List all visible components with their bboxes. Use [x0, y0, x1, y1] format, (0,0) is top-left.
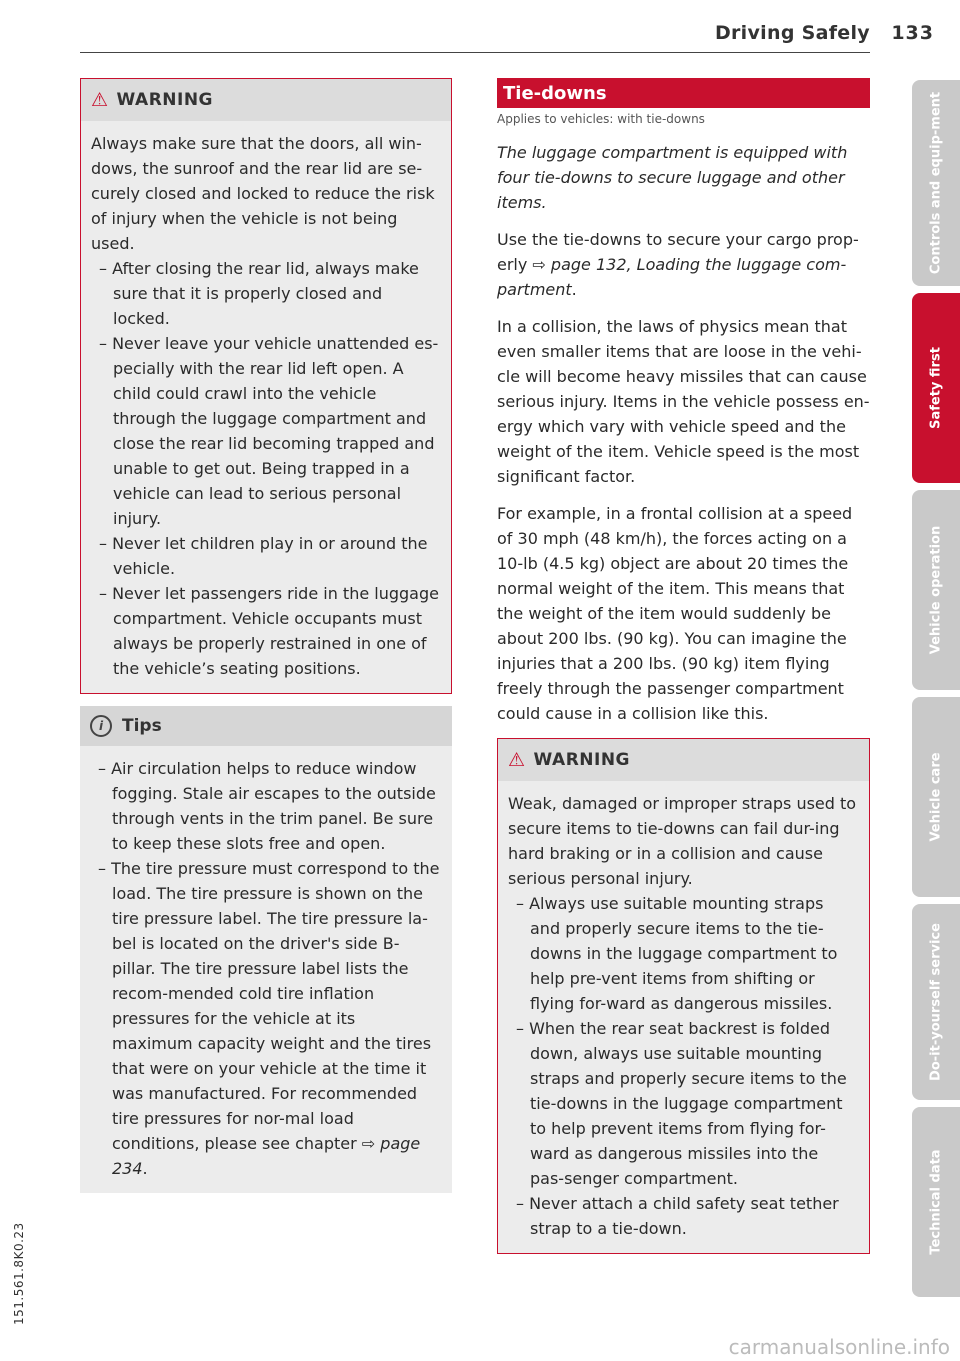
warning-body [81, 121, 451, 693]
side-tab-operation[interactable] [912, 490, 960, 690]
warning-body [498, 781, 869, 1253]
side-tab-care[interactable] [912, 697, 960, 897]
warning-box-left [80, 78, 452, 694]
right-column [497, 78, 870, 1254]
warning-header [81, 79, 451, 121]
warning-item: – Never leave your vehicle unattended es-pecially with the rear lid left open. A child could crawl into the vehicle through the luggage compartment and close the rear lid becoming trapped and unable to get out. Being trapped in a vehicle can lead to serious personal injury. [99, 334, 439, 528]
warning-list [508, 891, 857, 1241]
side-tab-label: Vehicle operation [928, 525, 944, 655]
warning-box-right [497, 738, 870, 1254]
page-ref-link[interactable]: ⇨ page 234 [112, 1134, 421, 1178]
running-header-title: Driving Safely [714, 22, 870, 44]
section-intro: The luggage compartment is equipped with four tie-downs to secure luggage and other items. [497, 143, 848, 212]
warning-title: WARNING [533, 750, 631, 770]
warning-title: WARNING [116, 90, 214, 110]
side-tab-diy[interactable] [912, 904, 960, 1100]
warning-item: – Never let passengers ride in the luggage compartment. Vehicle occupants must always be properly restrained in one of the vehicle’s seating positions. [99, 584, 439, 678]
tips-list [90, 756, 440, 1181]
warning-item: – After closing the rear lid, always make sure that it is properly closed and locked. [99, 259, 419, 328]
tips-box [80, 706, 452, 1193]
warning-item: – Never let children play in or around the vehicle. [99, 534, 428, 578]
warning-item: – Always use suitable mounting straps and properly secure items to the tie-downs in the luggage compartment to help pre-vent items from shifting or flying for-ward as dangerous missiles. [516, 894, 838, 1013]
page-number: 133 [891, 22, 934, 44]
side-tab-label: Controls and equip-ment [928, 91, 944, 275]
warning-header [498, 739, 869, 781]
tips-item-text: – The tire pressure must correspond to the load. The tire pressure is shown on the tire pressure label. The tire pressure la-bel is located on the driver's side B-pillar. The tire pressure label lists the recom-mended cold tire inflation pressures for the vehicle at its maximum capacity weight and the tires that were on your vehicle at the time it was manufactured. For recommended tire pressures for nor-mal load conditions, please see chapter [98, 859, 440, 1153]
left-column [80, 78, 452, 1193]
paragraph-end: . [571, 280, 577, 299]
tips-header [80, 706, 452, 746]
tips-item [90, 856, 440, 1181]
body-paragraph: For example, in a frontal collision at a speed of 30 mph (48 km/h), the forces acting on a 10-lb (4.5 kg) object are about 20 times the normal weight of the item. This means that the weight of the item would suddenly be about 200 lbs. (90 kg). You can imagine the injuries that a 200 lbs. (90 kg) item flying freely through the passenger compartment could cause in a collision like this. [497, 504, 853, 723]
warning-intro: Always make sure that the doors, all win-dows, the sunroof and the rear lid are se-curely closed and locked to reduce the risk of injury when the vehicle is not being used. [91, 134, 435, 253]
warning-intro: Weak, damaged or improper straps used to secure items to tie-downs can fail dur-ing hard braking or in a collision and cause serious personal injury. [508, 794, 857, 888]
page-ref-link[interactable]: ⇨ page 132, Loading the luggage com-partment [497, 255, 847, 299]
side-tab-label: Do-it-yourself service [928, 923, 944, 1081]
info-icon: i [90, 715, 112, 737]
tips-title: Tips [122, 716, 162, 736]
margin-code: 151.561.8K0.23 [12, 1222, 26, 1325]
warning-triangle-icon: ⚠ [508, 749, 526, 771]
applies-note: Applies to vehicles: with tie-downs [497, 112, 705, 126]
body-paragraph [497, 227, 870, 302]
header-rule [80, 52, 870, 53]
warning-list [91, 256, 439, 681]
paragraph-text: Use the tie-downs to secure your cargo prop-erly [497, 230, 859, 274]
warning-item: – When the rear seat backrest is folded down, always use suitable mounting straps and properly secure items to the tie-downs in the luggage compartment to help prevent items from flying for-ward as dangerous missiles into the pas-senger compartment. [516, 1019, 847, 1188]
tips-item-end: . [142, 1159, 148, 1178]
section-title: Tie-downs [497, 78, 870, 108]
side-tab-label: Vehicle care [928, 752, 944, 842]
side-tab-controls[interactable] [912, 80, 960, 286]
side-tab-technical[interactable] [912, 1107, 960, 1297]
watermark-text: carmanualsonline.info [728, 1335, 950, 1359]
warning-item: – Never attach a child safety seat tether strap to a tie-down. [516, 1194, 839, 1238]
tips-body [80, 746, 452, 1193]
tips-item: – Air circulation helps to reduce window fogging. Stale air escapes to the outside through vents in the trim panel. Be sure to keep these slots free and open. [98, 759, 436, 853]
body-paragraph: In a collision, the laws of physics mean that even smaller items that are loose in the vehi-cle will become heavy missiles that can cause serious injury. Items in the vehicle possess en-ergy which vary with vehicle speed and the weight of the item. Vehicle speed is the most significant factor. [497, 317, 870, 486]
side-tab-label: Technical data [928, 1149, 944, 1255]
side-tab-safety[interactable] [912, 293, 960, 483]
side-tab-label: Safety first [928, 347, 944, 429]
warning-triangle-icon: ⚠ [91, 89, 109, 111]
